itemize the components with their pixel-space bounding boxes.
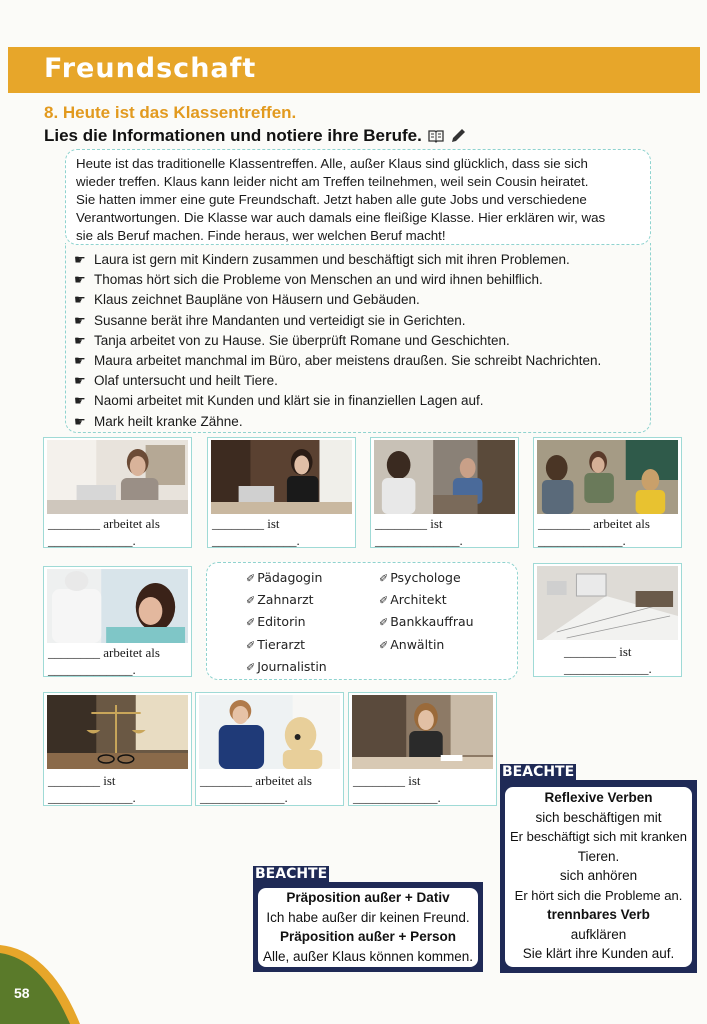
word-bank-item: ✐ Zahnarzt bbox=[246, 592, 314, 607]
intro-line: wieder treffen. Klaus kann leider nicht am Treffen teilnehmen, weil sein Cousin heiratet. bbox=[76, 174, 589, 189]
note-heading: Präposition außer + Dativ bbox=[286, 890, 450, 905]
photo-card bbox=[348, 692, 497, 806]
note-tag: BEACHTE bbox=[502, 764, 575, 780]
intro-line: Verantwortungen. Die Klasse war auch damals eine fleißige Klasse. Hier erklären wir, was bbox=[76, 210, 606, 225]
photo-teacher-students bbox=[537, 440, 678, 514]
pointing-hand-icon: ☛ bbox=[74, 252, 86, 268]
card-line: ________ arbeitet als bbox=[48, 516, 160, 531]
photo-card bbox=[370, 437, 519, 548]
pointing-hand-icon: ☛ bbox=[74, 353, 86, 369]
pointing-hand-icon: ☛ bbox=[74, 413, 86, 429]
pencil-icon: ✐ bbox=[246, 572, 256, 585]
note-heading: trennbares Verb bbox=[547, 907, 650, 922]
card-line: _____________. bbox=[375, 533, 463, 548]
card-line: _____________. bbox=[564, 661, 652, 676]
photo-card bbox=[533, 437, 682, 548]
pointing-hand-icon: ☛ bbox=[74, 292, 86, 308]
card-line: _____________. bbox=[212, 533, 300, 548]
pencil-icon: ✐ bbox=[246, 594, 256, 607]
photo-woman-writing-office bbox=[352, 695, 493, 769]
statement-text: Maura arbeitet manchmal im Büro, aber meistens draußen. Sie schreibt Nachrichten. bbox=[94, 353, 602, 369]
photo-vet-with-dog bbox=[199, 695, 340, 769]
photo-card bbox=[43, 566, 192, 677]
intro-line: Heute ist das traditionelle Klassentreffen. Alle, außer Klaus sind glücklich, dass sie sich bbox=[76, 156, 588, 171]
statement-text: Thomas hört sich die Probleme von Menschen an und wird ihnen behilflich. bbox=[94, 272, 543, 288]
note-line: Tieren. bbox=[577, 848, 620, 864]
note-line: Sie klärt ihre Kunden auf. bbox=[522, 946, 675, 961]
note-content bbox=[258, 888, 478, 967]
note-line: aufklären bbox=[570, 926, 627, 942]
card-line: ________ ist bbox=[353, 773, 421, 788]
pencil-icon: ✐ bbox=[246, 639, 256, 652]
intro-line: Sie hatten immer eine gute Freundschaft. Jetzt haben alle gute Jobs und verschiedene bbox=[76, 192, 587, 207]
book-icon bbox=[428, 129, 444, 143]
card-line: ________ arbeitet als bbox=[48, 645, 160, 660]
list-item bbox=[74, 331, 649, 351]
card-line: ________ ist bbox=[564, 644, 632, 659]
statement-text: Tanja arbeitet von zu Hause. Sie überprüft Romane und Geschichten. bbox=[94, 332, 510, 348]
list-item bbox=[74, 290, 649, 310]
chapter-title: Freundschaft bbox=[44, 53, 257, 84]
photo-card bbox=[195, 692, 344, 806]
list-item bbox=[74, 250, 649, 270]
list-item bbox=[74, 371, 649, 391]
photo-architect-plans bbox=[537, 566, 678, 640]
note-line: Ich habe außer dir keinen Freund. bbox=[266, 909, 470, 925]
word-bank-item: ✐ Bankkauffrau bbox=[379, 614, 474, 629]
list-item bbox=[74, 311, 649, 331]
word-bank-item: ✐ Journalistin bbox=[246, 659, 327, 674]
pencil-icon: ✐ bbox=[379, 639, 389, 652]
exercise-title: 8. Heute ist das Klassentreffen. bbox=[44, 103, 297, 122]
photo-scales-of-justice bbox=[47, 695, 188, 769]
card-line: _____________. bbox=[200, 790, 288, 805]
note-tag: BEACHTE bbox=[255, 866, 328, 882]
statement-text: Olaf untersucht und heilt Tiere. bbox=[94, 373, 278, 389]
list-item bbox=[74, 351, 649, 371]
note-line: Er hört sich die Probleme an. bbox=[514, 887, 683, 903]
card-line: ________ ist bbox=[375, 516, 443, 531]
card-line: ________ ist bbox=[48, 773, 116, 788]
pointing-hand-icon: ☛ bbox=[74, 272, 86, 288]
photo-woman-desk-laptop bbox=[211, 440, 352, 514]
card-line: _____________. bbox=[353, 790, 441, 805]
card-line: _____________. bbox=[538, 533, 626, 548]
note-line: Alle, außer Klaus können kommen. bbox=[262, 948, 474, 964]
pencil-icon: ✐ bbox=[246, 616, 256, 629]
pencil-icon: ✐ bbox=[379, 572, 389, 585]
photo-therapy-session bbox=[374, 440, 515, 514]
page-number: 58 bbox=[14, 985, 30, 1001]
note-box-reflexive bbox=[500, 764, 697, 973]
note-heading: Präposition außer + Person bbox=[280, 929, 456, 944]
exercise-instruction bbox=[44, 126, 466, 146]
statement-text: Susanne berät ihre Mandanten und verteidigt sie in Gerichten. bbox=[94, 312, 466, 328]
card-line: ________ arbeitet als bbox=[538, 516, 650, 531]
pencil-icon: ✐ bbox=[379, 616, 389, 629]
list-item bbox=[74, 270, 649, 290]
card-line: ________ arbeitet als bbox=[200, 773, 312, 788]
card-line: _____________. bbox=[48, 662, 136, 677]
photo-card bbox=[43, 692, 192, 806]
instruction-text: Lies die Informationen und notiere ihre Berufe. bbox=[44, 126, 422, 145]
statement-list bbox=[74, 250, 649, 432]
chapter-banner bbox=[8, 47, 700, 93]
intro-textbox bbox=[65, 149, 651, 245]
card-line: ________ ist bbox=[212, 516, 280, 531]
intro-line: sie als Beruf machen. Finde heraus, wer welchen Beruf macht! bbox=[76, 228, 446, 243]
note-line: Er beschäftigt sich mit kranken bbox=[509, 829, 688, 844]
card-line: _____________. bbox=[48, 790, 136, 805]
word-bank-item: ✐ Psychologe bbox=[379, 570, 461, 585]
statement-text: Klaus zeichnet Baupläne von Häusern und Gebäuden. bbox=[94, 292, 420, 308]
word-bank-item: ✐ Editorin bbox=[246, 614, 306, 629]
pencil-icon: ✐ bbox=[379, 594, 389, 607]
pencil-icon: ✐ bbox=[246, 661, 256, 674]
photo-card bbox=[43, 437, 192, 548]
pointing-hand-icon: ☛ bbox=[74, 393, 86, 409]
card-line: _____________. bbox=[48, 533, 136, 548]
note-line: sich anhören bbox=[559, 868, 638, 883]
statement-text: Naomi arbeitet mit Kunden und klärt sie in finanziellen Lagen auf. bbox=[94, 393, 484, 409]
photo-woman-laptop-sofa bbox=[47, 440, 188, 514]
photo-dentist bbox=[47, 569, 188, 643]
photo-card bbox=[207, 437, 356, 548]
list-item bbox=[74, 391, 649, 411]
photo-card bbox=[533, 563, 682, 677]
word-bank-item: ✐ Tierarzt bbox=[246, 637, 306, 652]
pointing-hand-icon: ☛ bbox=[74, 373, 86, 389]
note-content bbox=[505, 787, 692, 967]
list-item bbox=[74, 412, 649, 432]
pencil-icon bbox=[450, 128, 466, 144]
statement-text: Mark heilt kranke Zähne. bbox=[94, 413, 243, 429]
note-box-ausser bbox=[253, 866, 483, 972]
word-bank-item: ✐ Anwältin bbox=[379, 637, 445, 652]
note-line: sich beschäftigen mit bbox=[535, 809, 662, 825]
statement-text: Laura ist gern mit Kindern zusammen und beschäftigt sich mit ihren Problemen. bbox=[94, 252, 570, 268]
word-bank-item: ✐ Architekt bbox=[379, 592, 447, 607]
note-heading: Reflexive Verben bbox=[544, 790, 653, 805]
page-corner-decoration bbox=[0, 945, 80, 1024]
pointing-hand-icon: ☛ bbox=[74, 332, 86, 348]
pointing-hand-icon: ☛ bbox=[74, 312, 86, 328]
word-bank-item: ✐ Pädagogin bbox=[246, 570, 323, 585]
